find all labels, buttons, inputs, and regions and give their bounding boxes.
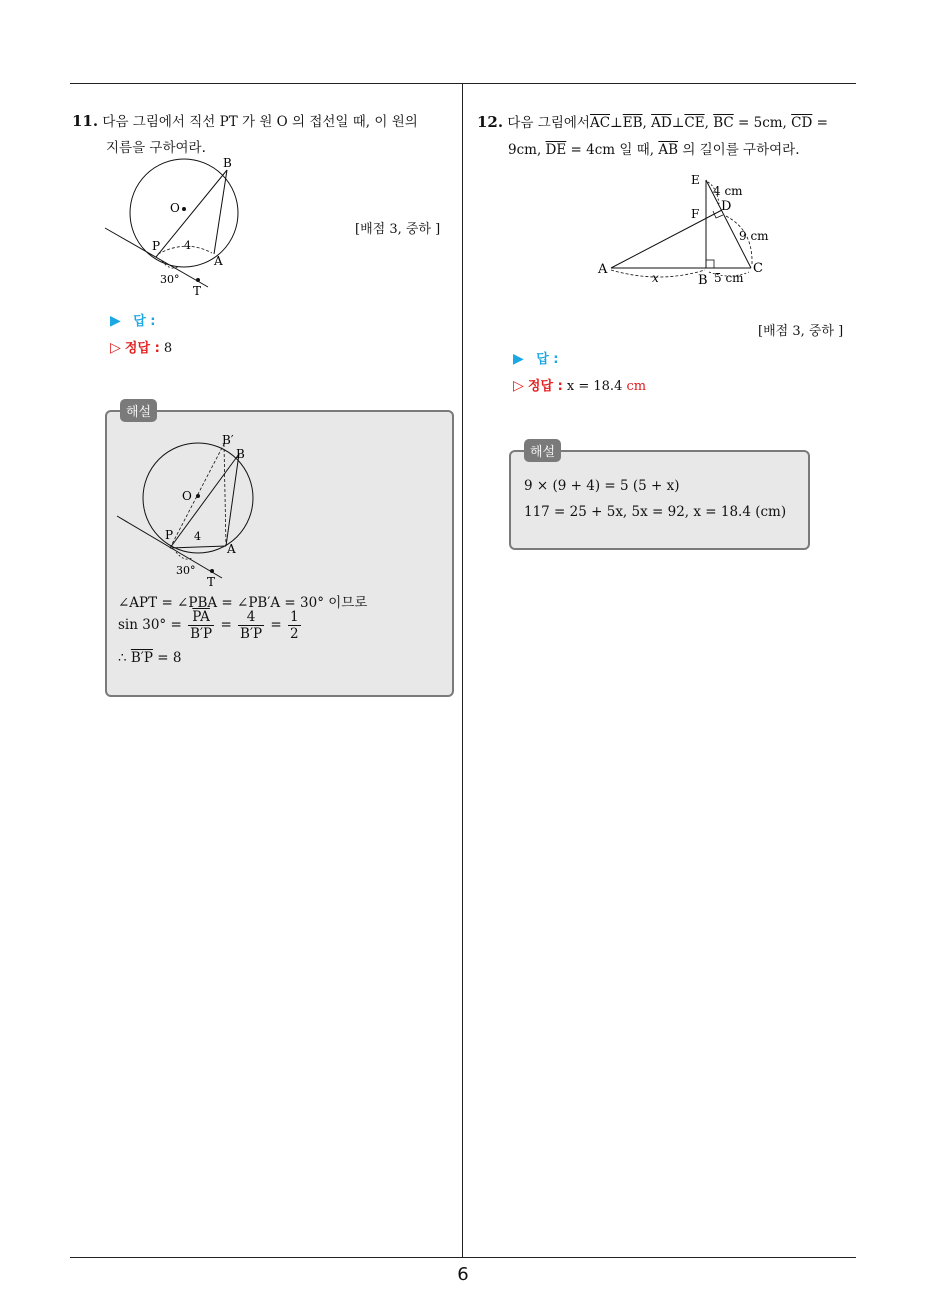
q11-sol-fig-B: B <box>236 447 245 461</box>
q11-fig-30: 30° <box>160 273 180 286</box>
cd-value: 9cm, <box>508 142 542 158</box>
frac-num: 1 <box>290 609 299 625</box>
q11-fig-4: 4 <box>184 239 191 252</box>
answer-triangle-icon: ▶ <box>110 313 121 329</box>
q11-fig-P: P <box>152 239 161 253</box>
q11-solution-figure <box>112 432 272 592</box>
q12-answer-row[interactable] <box>513 348 558 367</box>
q11-text-line2: 지름을 구하여라. <box>106 140 206 156</box>
q12-fig-4cm: 4 cm <box>713 184 743 198</box>
q11-number: 11. <box>72 112 99 130</box>
q12-fig-B: B <box>698 273 708 288</box>
seg-cd: $\overline{CD}$ <box>791 115 813 131</box>
q12-fig-A: A <box>598 262 608 277</box>
q12-stem-a: 다음 그림에서 <box>507 115 590 131</box>
seg-ab: $\overline{AB}$ <box>658 142 679 158</box>
q11-sol-frac-pa <box>188 609 214 642</box>
frac-den: B′P <box>240 626 263 642</box>
q11-sol-line3 <box>118 650 181 666</box>
q12-stem-end: 의 길이를 구하여라. <box>682 142 800 158</box>
q12-correct-value: x = 18.4 <box>566 379 623 394</box>
q11-score: [배점 3, 중하 ] <box>355 222 441 237</box>
q11-correct-value: 8 <box>163 341 173 356</box>
answer-triangle-icon: ▶ <box>513 351 524 367</box>
frac-num: 4 <box>238 609 264 626</box>
q11-sol-frac-4 <box>238 609 264 642</box>
q11-fig-O: O <box>170 201 180 215</box>
q11-fig-B: B <box>223 156 232 170</box>
correct-triangle-icon: ▷ <box>513 378 524 394</box>
seg-ac: $\overline{AC}$ <box>589 115 611 131</box>
q11-correct-label: 정답 : <box>124 341 160 356</box>
q11-sol-sin: sin 30° = <box>118 617 182 633</box>
q11-sol-fig-30: 30° <box>176 564 196 577</box>
seg-bc: $\overline{BC}$ <box>713 115 734 131</box>
q12-fig-F: F <box>691 207 700 221</box>
q12-correct-label: 정답 : <box>527 379 563 394</box>
top-rule <box>70 83 856 84</box>
q12-correct-row <box>513 375 646 394</box>
q12-text-line2 <box>508 138 800 158</box>
q12-sol-line2: 117 = 25 + 5x, 5x = 92, x = 18.4 (cm) <box>524 504 787 520</box>
q12-solution-box <box>509 450 810 550</box>
q12-fig-E: E <box>691 173 700 187</box>
q11-sol-fig-4: 4 <box>194 530 201 543</box>
q11-text-line1 <box>72 110 418 130</box>
frac-den: B′P <box>190 626 213 642</box>
seg-ce: $\overline{CE}$ <box>684 115 705 131</box>
q11-sol-frac-half <box>288 609 301 642</box>
perp-sign: ⊥ <box>610 115 623 131</box>
q11-sol-fig-T: T <box>207 575 216 589</box>
q12-sol-line1: 9 × (9 + 4) = 5 (5 + x) <box>524 478 680 494</box>
q11-sol-fig-B1: B′ <box>222 433 234 447</box>
page-number: 6 <box>457 1264 469 1285</box>
q11-sol-fig-O: O <box>182 489 192 503</box>
q11-figure <box>100 155 250 300</box>
q11-correct-row <box>110 337 172 356</box>
q11-sol-result: = 8 <box>157 650 182 666</box>
q11-answer-label: 답 : <box>133 314 156 329</box>
q12-answer-label: 답 : <box>536 352 559 367</box>
q11-answer-row[interactable] <box>110 310 155 329</box>
q11-sol-line2 <box>118 609 303 642</box>
q11-fig-T: T <box>193 284 202 298</box>
seg-de: $\overline{DE}$ <box>545 142 567 158</box>
therefore: ∴ <box>118 650 127 666</box>
q12-number: 12. <box>477 113 504 131</box>
q11-sol-fig-P: P <box>165 528 174 542</box>
q12-fig-C: C <box>753 261 763 276</box>
frac-num: $\overline{PA}$ <box>188 609 214 626</box>
q11-fig-A: A <box>214 254 223 268</box>
q11-stem-1: 다음 그림에서 직선 PT 가 원 O 의 접선일 때, 이 원의 <box>102 114 418 130</box>
q11-sol-line1: ∠APT = ∠PBA = ∠PB′A = 30° 이므로 <box>118 595 368 611</box>
equals-sign: = <box>220 617 232 633</box>
seg-eb: $\overline{EB}$ <box>622 115 643 131</box>
bc-value: = 5cm, <box>738 115 787 131</box>
q12-figure <box>595 168 775 293</box>
correct-triangle-icon: ▷ <box>110 340 121 356</box>
q12-fig-5cm: 5 cm <box>714 271 744 285</box>
cd-equals: = <box>816 115 828 131</box>
frac-den: 2 <box>290 626 299 642</box>
column-divider <box>462 83 463 1258</box>
q11-sol-fig-A: A <box>227 542 236 556</box>
q12-fig-9cm: 9 cm <box>739 229 769 243</box>
q12-score: [배점 3, 중하 ] <box>758 324 844 339</box>
q12-fig-x: x <box>652 271 659 285</box>
q12-fig-D: D <box>721 199 732 214</box>
equals-sign: = <box>270 617 282 633</box>
de-value: = 4cm 일 때, <box>570 142 655 158</box>
seg-ad: $\overline{AD}$ <box>651 115 672 131</box>
q12-text-line1: 12. 다음 그림에서$\overline{AC}\perp\overline{EB}$, $\overline{AD}\perp\overline{CE}$, $\overline{BC} = 5cm$, $\overline{CD}$ = <box>477 113 828 131</box>
bottom-rule <box>70 1257 856 1258</box>
q12-solution-tag: 해설 <box>524 439 561 462</box>
q11-solution-tag: 해설 <box>120 399 157 422</box>
q11-sol-seg: B′P <box>130 650 153 666</box>
perp-sign: ⊥ <box>671 115 685 131</box>
q12-correct-unit: cm <box>626 379 647 394</box>
